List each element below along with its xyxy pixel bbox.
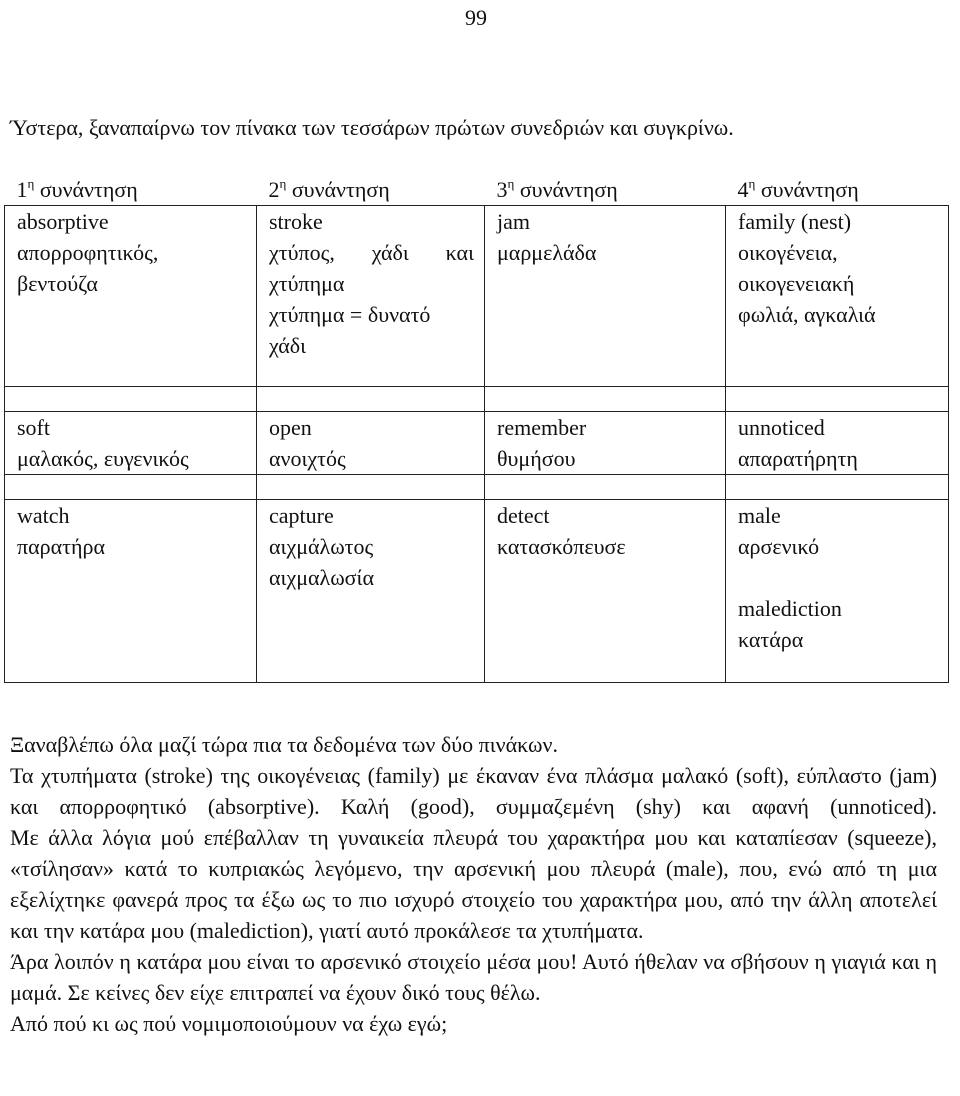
header-session-3: $3^\eta$ συνάντηση <box>496 176 618 202</box>
sessions-table <box>4 174 949 683</box>
table-spacer-row <box>5 475 949 500</box>
body-text <box>10 729 937 1039</box>
table-cell: capture αιχμάλωτος αιχμαλωσία <box>257 500 485 656</box>
intro-sentence: Ύστερα, ξαναπαίρνω τον πίνακα των τεσσάρων πρώτων συνεδριών και συγκρίνω. <box>10 115 734 140</box>
table-cell: detect κατασκόπευσε <box>485 500 726 656</box>
paragraph: Ξαναβλέπω όλα μαζί τώρα πια τα δεδομένα των δύο πινάκων. <box>10 732 558 757</box>
table-cell: watch παρατήρα <box>5 500 257 656</box>
table-cell: family (nest) οικογένεια, οικογενειακή φωλιά, αγκαλιά <box>726 206 949 387</box>
table-cell: jam μαρμελάδα <box>485 206 726 387</box>
table-cell: soft μαλακός, ευγενικός <box>5 412 257 475</box>
table-cell: male αρσενικό malediction κατάρα <box>726 500 949 656</box>
table-row <box>5 206 949 387</box>
page-number: 99 <box>465 5 487 30</box>
header-session-4: $4^\eta$ συνάντηση <box>737 176 859 202</box>
paragraph: Τα χτυπήματα (stroke) της οικογένειας (family) με έκαναν ένα πλάσμα μαλακό (soft), εύπλαστο (jam) και απορροφητικό (absorptive). Καλή (good), συμμαζεμένη (shy) και αφανή (unnoticed). <box>10 763 937 819</box>
paragraph: Από πού κι ως πού νομιμοποιούμουν να έχω εγώ; <box>10 1011 448 1036</box>
table-header-row <box>5 174 949 206</box>
table-spacer-row <box>5 387 949 412</box>
header-session-2: $2^\eta$ συνάντηση <box>268 176 390 202</box>
table-cell: open ανοιχτός <box>257 412 485 475</box>
table-row <box>5 500 949 656</box>
table-cell: unnoticed απαρατήρητη <box>726 412 949 475</box>
header-session-1: $1^\eta$ συνάντηση <box>16 176 138 202</box>
paragraph: Με άλλα λόγια μού επέβαλλαν τη γυναικεία πλευρά του χαρακτήρα μου και καταπίεσαν (squeeze), «τσίλησαν» κατά το κυπριακώς λεγόμενο, την αρσενική μου πλευρά (male), που, ενώ από τη μια εξελίχτηκε φανερά προς τα έξω ως το πιο ισχυρό στοιχείο του χαρακτήρα μου, από την άλλη αποτελεί και την κατάρα μου (malediction), γιατί αυτό προκάλεσε τα χτυπήματα. <box>10 825 937 943</box>
paragraph: Άρα λοιπόν η κατάρα μου είναι το αρσενικό στοιχείο μέσα μου! Αυτό ήθελαν να σβήσουν η γιαγιά και η μαμά. Σε κείνες δεν είχε επιτραπεί να έχουν δικό τους θέλω. <box>10 949 937 1005</box>
table-row <box>5 412 949 475</box>
table-cell: remember θυμήσου <box>485 412 726 475</box>
table-cell: absorptive απορροφητικός, βεντούζα <box>5 206 257 387</box>
table-row-bottom <box>5 655 949 683</box>
table-cell: stroke χτύπος, χάδι και χτύπημα χτύπημα = δυνατό χάδι <box>257 206 485 387</box>
